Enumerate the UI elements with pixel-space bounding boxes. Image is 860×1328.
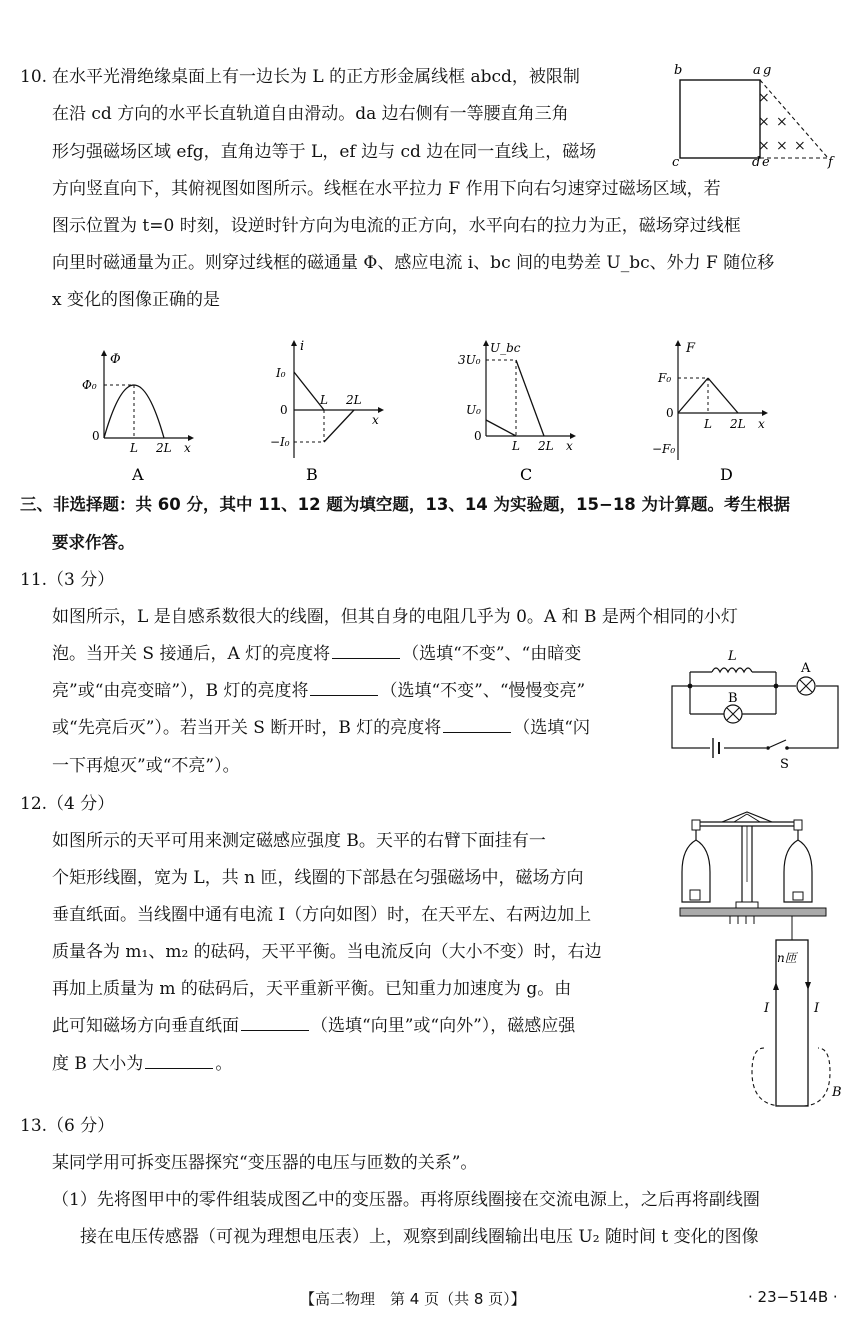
q10-line-2: 在沿 cd 方向的水平长直轨道自由滑动。da 边右侧有一等腰直角三角 xyxy=(52,104,569,124)
section3-heading: 三、非选择题：共 60 分，其中 11、12 题为填空题，13、14 为实验题，15−18 为计算题。考生根据 xyxy=(20,495,791,514)
label-lamp-b: B xyxy=(728,691,738,706)
option-b-ytick-negI0: −I₀ xyxy=(270,435,290,449)
q11-line-2b: （选填“不变”、“由暗变 xyxy=(402,644,582,664)
label-c: c xyxy=(672,155,680,170)
force-segment-1 xyxy=(678,378,708,413)
magnetic-field-region xyxy=(752,1048,830,1106)
svg-text:×: × xyxy=(776,114,788,130)
svg-text:×: × xyxy=(794,138,806,154)
label-d: d xyxy=(752,155,761,170)
option-b-letter[interactable]: B xyxy=(306,465,318,484)
option-b-graph xyxy=(270,338,390,484)
option-b-origin: 0 xyxy=(280,403,288,417)
q11-blank-3[interactable] xyxy=(443,718,511,733)
svg-text:×: × xyxy=(758,90,770,106)
option-b-xtick-2L: 2L xyxy=(346,393,362,407)
q10-line-1: 在水平光滑绝缘桌面上有一边长为 L 的正方形金属线框 abcd，被限制 xyxy=(52,67,580,87)
option-a-ylabel: Φ xyxy=(110,352,121,367)
option-a-xtick-2L: 2L xyxy=(156,441,172,455)
q13-line-3: 接在电压传感器（可视为理想电压表）上，观察到副线圈输出电压 U₂ 随时间 t 变化的图像 xyxy=(80,1227,759,1247)
option-c-ytick-3U0: 3U₀ xyxy=(458,353,481,367)
force-segment-2 xyxy=(708,378,738,413)
svg-text:×: × xyxy=(758,138,770,154)
q11-line-1: 如图所示，L 是自感系数很大的线圈，但其自身的电阻几乎为 0。A 和 B 是两个相同的小灯 xyxy=(52,607,738,627)
q12-line-3: 垂直纸面。当线圈中通有电流 I（方向如图）时，在天平左、右两边加上 xyxy=(52,905,592,925)
option-d-origin: 0 xyxy=(666,406,674,420)
q11-line-2a: 泡。当开关 S 接通后，A 灯的亮度将 xyxy=(52,644,331,664)
section3-heading-cont: 要求作答。 xyxy=(52,533,135,552)
q12-line-7b: 。 xyxy=(215,1054,233,1074)
q11-line-4 xyxy=(52,717,590,739)
option-c-ytick-U0: U₀ xyxy=(466,403,481,417)
option-c-graph xyxy=(458,338,588,484)
label-current-right: I xyxy=(814,1001,820,1016)
option-a-graph xyxy=(80,348,200,484)
label-current-left: I xyxy=(764,1001,770,1016)
option-c-ylabel: U_bc xyxy=(490,341,521,355)
option-c-xtick-2L: 2L xyxy=(538,439,554,453)
q12-blank-2[interactable] xyxy=(145,1054,213,1069)
q12-line-5: 再加上质量为 m 的砝码后，天平重新平衡。已知重力加速度为 g。由 xyxy=(52,979,572,999)
option-b-ylabel: i xyxy=(300,339,305,354)
q12-line-6 xyxy=(52,1015,575,1037)
label-n-turns: n匝 xyxy=(777,951,797,965)
option-a-origin: 0 xyxy=(92,429,100,443)
option-a-letter[interactable]: A xyxy=(132,465,144,484)
q10-line-6: 向里时磁通量为正。则穿过线框的磁通量 Φ、感应电流 i、bc 间的电势差 U_bc、外力 F 随位移 xyxy=(52,253,775,273)
q11-line-5: 一下再熄灭”或“不亮”）。 xyxy=(52,756,240,776)
q10-line-5: 图示位置为 t=0 时刻，设逆时针方向为电流的正方向，水平向右的拉力为正，磁场穿过线框 xyxy=(52,216,741,236)
option-d-xtick-L: L xyxy=(704,417,712,431)
label-switch-s: S xyxy=(780,757,789,772)
q10-frame-figure xyxy=(668,62,848,170)
q13-line-2: （1）先将图甲中的零件组装成图乙中的变压器。再将原线圈接在交流电源上，之后再将副线圈 xyxy=(52,1190,760,1210)
option-d-ytick-F0: F₀ xyxy=(658,371,672,385)
label-lamp-a: A xyxy=(801,661,811,676)
q10-line-7: x 变化的图像正确的是 xyxy=(52,290,220,310)
q10-line-3: 形匀强磁场区域 efg，直角边等于 L，ef 边与 cd 边在同一直线上，磁场 xyxy=(52,142,597,162)
svg-text:×: × xyxy=(776,138,788,154)
option-b-xtick-L: L xyxy=(320,393,328,407)
page-code: · 23−514B · xyxy=(748,1288,838,1306)
field-crosses xyxy=(758,90,806,154)
label-f: f xyxy=(828,155,833,170)
inductor-coil xyxy=(712,668,752,672)
label-a: a xyxy=(753,63,761,78)
option-d-graph xyxy=(652,338,782,484)
label-g: g xyxy=(763,63,772,78)
q12-balance-figure xyxy=(680,812,850,1112)
label-field-b: B xyxy=(832,1085,842,1100)
option-d-xlabel: x xyxy=(758,417,765,431)
q12-line-6a: 此可知磁场方向垂直纸面 xyxy=(52,1016,239,1036)
q11-line-3a: 亮”或“由亮变暗”），B 灯的亮度将 xyxy=(52,681,309,701)
q12-blank-1[interactable] xyxy=(241,1016,309,1031)
q11-blank-2[interactable] xyxy=(310,681,378,696)
q12-line-7 xyxy=(52,1053,232,1075)
q12-line-6b: （选填“向里”或“向外”），磁感应强 xyxy=(311,1016,576,1036)
q12-line-1: 如图所示的天平可用来测定磁感应强度 B。天平的右臂下面挂有一 xyxy=(52,831,546,851)
voltage-segment-2 xyxy=(516,360,544,436)
option-b-ytick-I0: I₀ xyxy=(276,366,286,380)
option-c-letter[interactable]: C xyxy=(520,465,533,484)
q11-header: 11.（3 分） xyxy=(20,570,115,590)
q12-line-7a: 度 B 大小为 xyxy=(52,1054,144,1074)
label-b: b xyxy=(674,63,683,78)
q11-blank-1[interactable] xyxy=(332,644,400,659)
q11-circuit xyxy=(668,644,848,772)
q13-line-1: 某同学用可拆变压器探究“变压器的电压与匝数的关系”。 xyxy=(52,1153,478,1173)
q11-line-4b: （选填“闪 xyxy=(513,718,590,738)
base-plate xyxy=(680,908,826,916)
option-a-xtick-L: L xyxy=(130,441,138,455)
option-d-ylabel: F xyxy=(686,341,696,356)
q12-header: 12.（4 分） xyxy=(20,794,115,814)
page-footer: 【高二物理 第 4 页（共 8 页）】 xyxy=(300,1290,526,1308)
option-d-letter[interactable]: D xyxy=(720,465,733,484)
option-d-ytick-negF0: −F₀ xyxy=(652,442,676,456)
svg-text:×: × xyxy=(758,114,770,130)
option-c-origin: 0 xyxy=(474,429,482,443)
q12-line-2: 个矩形线圈，宽为 L，共 n 匝，线圈的下部悬在匀强磁场中，磁场方向 xyxy=(52,868,584,888)
option-c-xtick-L: L xyxy=(512,439,520,453)
beam-top xyxy=(722,812,772,822)
right-pan xyxy=(784,830,812,902)
q12-line-4: 质量各为 m₁、m₂ 的砝码，天平平衡。当电流反向（大小不变）时，右边 xyxy=(52,942,602,962)
voltage-segment-1 xyxy=(486,420,516,436)
option-a-xlabel: x xyxy=(184,441,191,455)
square-frame xyxy=(680,80,760,158)
option-c-xlabel: x xyxy=(566,439,573,453)
q10-number: 10. xyxy=(20,67,48,87)
option-d-xtick-2L: 2L xyxy=(730,417,746,431)
option-b-xlabel: x xyxy=(372,413,379,427)
q11-line-4a: 或“先亮后灭”）。若当开关 S 断开时，B 灯的亮度将 xyxy=(52,718,442,738)
label-l: L xyxy=(728,649,737,664)
q11-line-3 xyxy=(52,680,585,702)
option-a-ytick: Φ₀ xyxy=(82,378,97,392)
label-e: e xyxy=(762,155,770,170)
q11-line-2 xyxy=(52,643,581,665)
q13-header: 13.（6 分） xyxy=(20,1116,115,1136)
q11-line-3b: （选填“不变”、“慢慢变亮” xyxy=(380,681,586,701)
current-segment-2 xyxy=(324,410,354,442)
q10-line-4: 方向竖直向下，其俯视图如图所示。线框在水平拉力 F 作用下向右匀速穿过磁场区域，若 xyxy=(52,179,721,199)
